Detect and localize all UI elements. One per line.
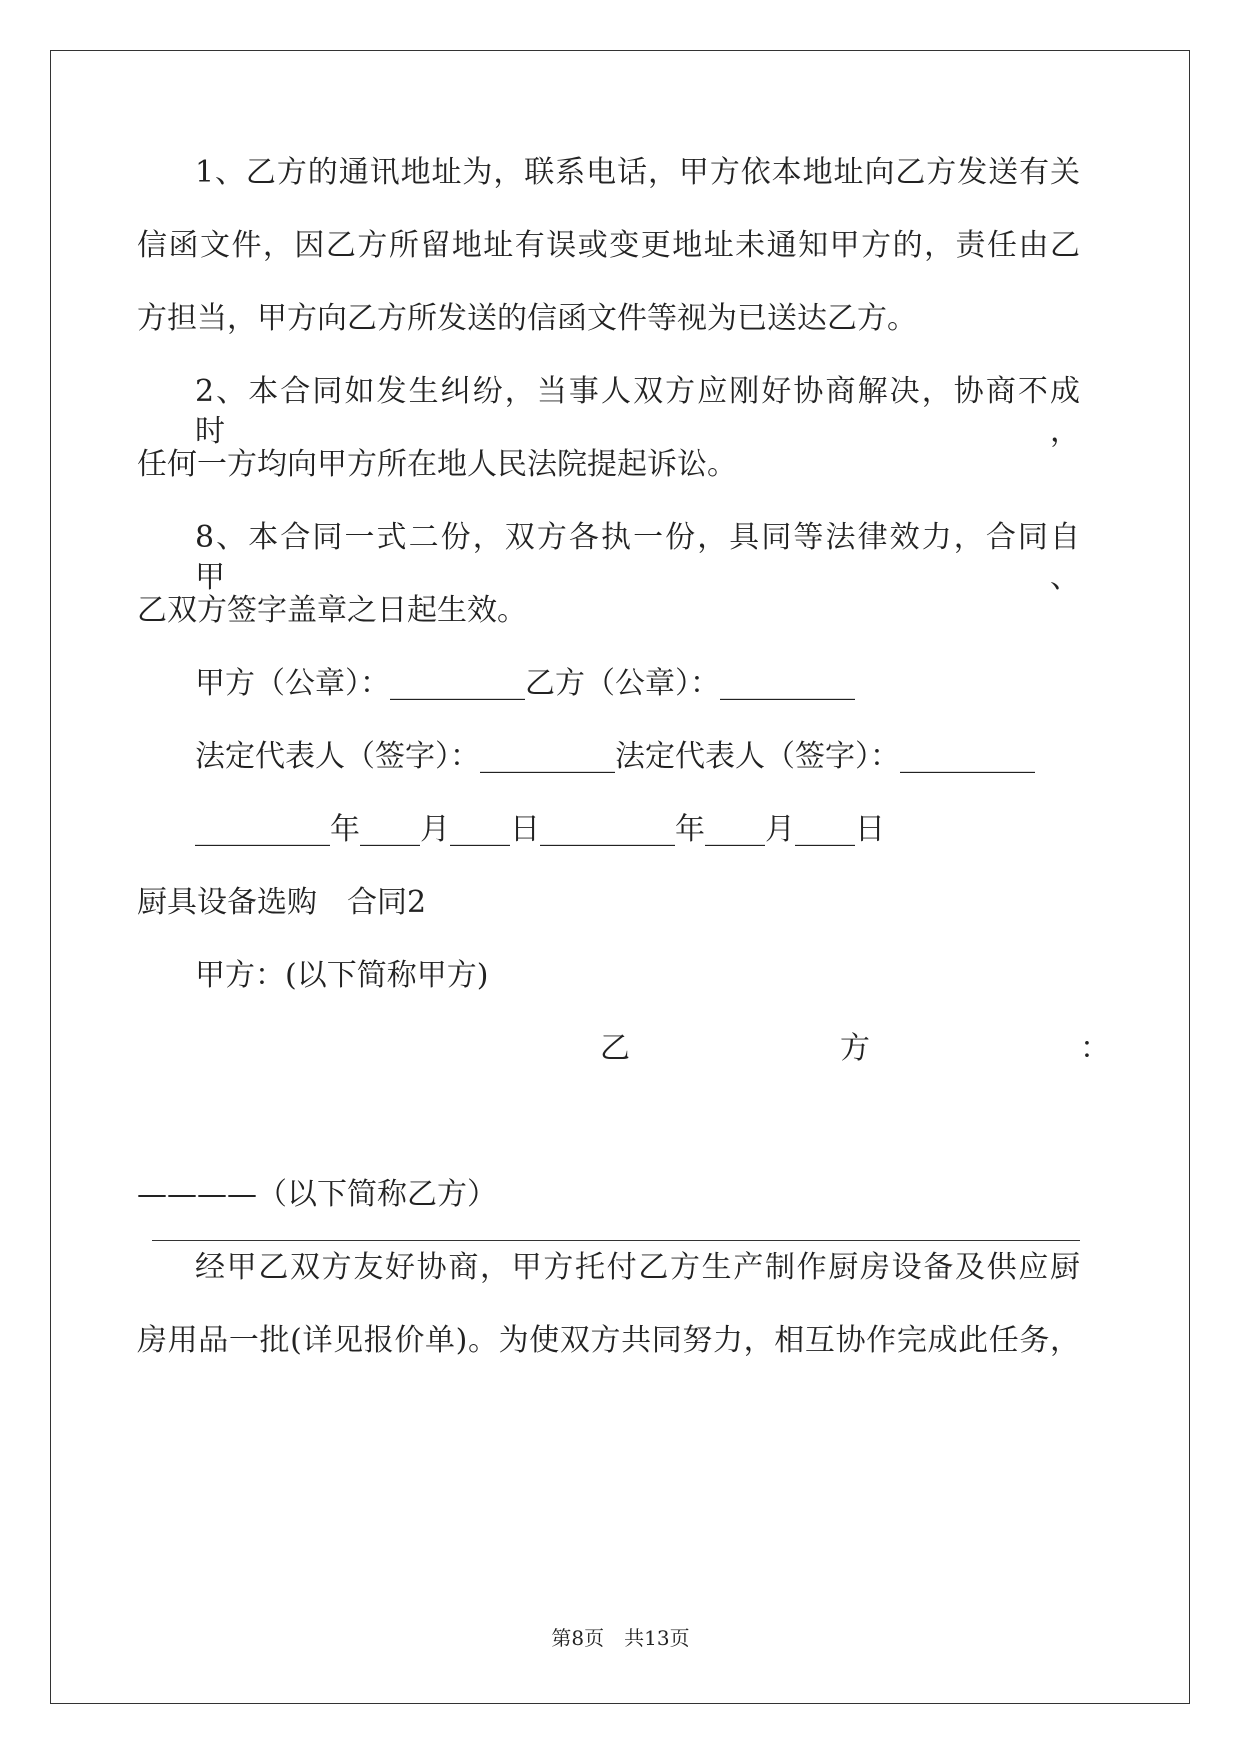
party-b-blank-line xyxy=(152,1240,1080,1241)
clause-2-line-2: 任何一方均向甲方所在地人民法院提起诉讼。 xyxy=(137,447,737,482)
party-b-label: 乙 方 ： xyxy=(600,1031,1110,1066)
clause-8-line-1: 8、本合同一式二份，双方各执一份，具同等法律效力，合同自甲、 xyxy=(195,520,1080,595)
clause-1-line-1: 1、乙方的通讯地址为，联系电话，甲方依本地址向乙方发送有关 xyxy=(195,155,1080,190)
clause-1-line-3: 方担当，甲方向乙方所发送的信函文件等视为已送达乙方。 xyxy=(137,301,917,336)
page-indicator: 第8页 共13页 xyxy=(551,1626,690,1650)
clause-2-line-1: 2、本合同如发生纠纷，当事人双方应刚好协商解决，协商不成时， xyxy=(195,374,1080,449)
intro-line-2: 房用品一批(详见报价单)。为使双方共同努力，相互协作完成此任务， xyxy=(137,1323,1080,1358)
signature-date-line: _________年____月____日_________年____月____日 xyxy=(195,812,885,847)
section-title: 厨具设备选购 合同2 xyxy=(137,885,427,920)
party-b-tail: ————（以下简称乙方） xyxy=(137,1177,497,1212)
intro-line-1: 经甲乙双方友好协商，甲方托付乙方生产制作厨房设备及供应厨 xyxy=(195,1250,1080,1285)
party-a-line: 甲方：(以下简称甲方) xyxy=(195,958,489,993)
clause-1-line-2: 信函文件，因乙方所留地址有误或变更地址未通知甲方的，责任由乙 xyxy=(137,228,1080,263)
signature-seal-line: 甲方（公章）：_________乙方（公章）：_________ xyxy=(195,666,855,701)
clause-8-line-2: 乙双方签字盖章之日起生效。 xyxy=(137,593,527,628)
signature-representative-line: 法定代表人（签字）：_________法定代表人（签字）：_________ xyxy=(195,739,1035,774)
